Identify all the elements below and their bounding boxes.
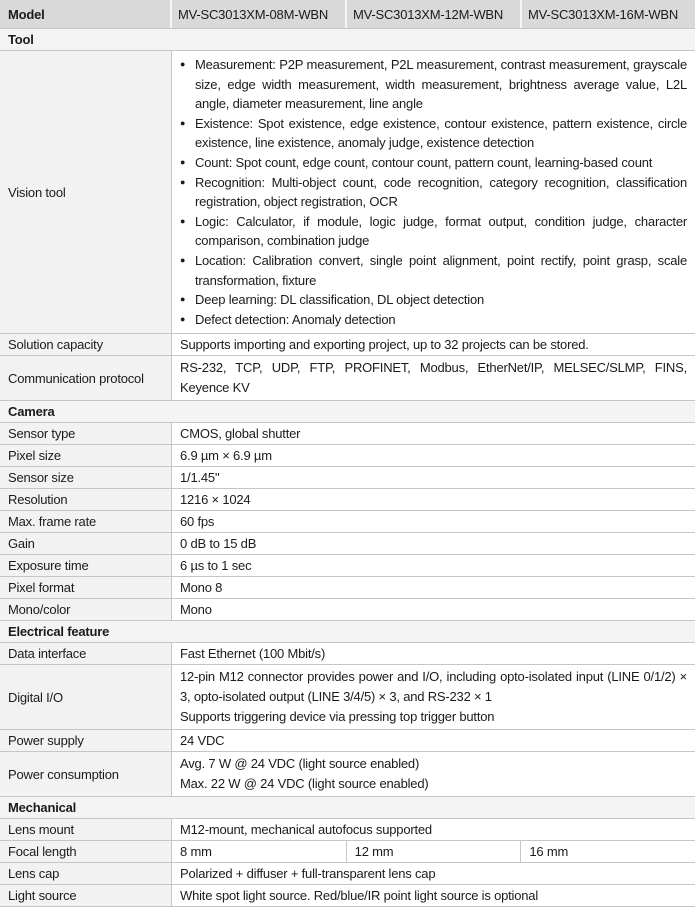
row-label: Pixel format [0,577,172,598]
bullet-icon: ● [180,313,186,324]
spec-row-digital-io [0,665,695,730]
row-label: Sensor size [0,467,172,488]
row-value: 0 dB to 15 dB [180,536,257,552]
row-label: Focal length [0,841,172,862]
row-label: Resolution [0,489,172,510]
bullet-text: Deep learning: DL classification, DL object detection [195,292,485,308]
row-label: Max. frame rate [0,511,172,532]
row-value: Mono [180,602,212,618]
row-label: Power consumption [0,752,172,796]
bullet-item [180,55,687,114]
bullet-text: Logic: Calculator, if module, logic judge, format output, condition judge, character comparison, combination judge [195,213,687,249]
section-header-electrical-feature: Electrical feature [0,621,695,643]
model-header-label: Model [0,0,172,28]
bullet-item [180,212,687,251]
focal-length-12mm: 12 mm [347,841,522,862]
spec-row-resolution [0,489,695,511]
vision-tool-bullet-list [180,53,687,331]
bullet-text: Measurement: P2P measurement, P2L measurement, contrast measurement, grayscale size, edge width measurement, width measurement, brightness average value, L2L angle, diameter measurement, line angle [195,57,687,112]
row-value: Polarized + diffuser + full-transparent lens cap [180,866,436,882]
spec-row-light-source [0,885,695,907]
bullet-icon: ● [180,215,186,226]
row-label: Digital I/O [0,665,172,729]
row-value: Supports importing and exporting project, up to 32 projects can be stored. [180,337,589,353]
row-value [172,665,695,729]
bullet-text: Defect detection: Anomaly detection [195,311,396,327]
row-value: Fast Ethernet (100 Mbit/s) [180,646,326,662]
bullet-item [180,290,687,310]
bullet-icon: ● [180,59,186,69]
row-value: 1/1.45" [180,470,220,486]
power-consumption-line2: Max. 22 W @ 24 VDC (light source enabled) [180,776,429,792]
row-label: Lens mount [0,819,172,840]
spec-row-focal-length [0,841,695,863]
bullet-icon: ● [180,156,186,167]
bullet-icon: ● [180,117,186,128]
spec-row-communication-protocol [0,356,695,401]
row-label: Gain [0,533,172,554]
bullet-item [180,114,687,153]
row-label: Power supply [0,730,172,751]
row-value: 6 µs to 1 sec [180,558,252,574]
row-label: Exposure time [0,555,172,576]
spec-row-lens-mount [0,819,695,841]
digital-io-line2: Supports triggering device via pressing top trigger button [180,709,495,725]
spec-row-max-frame-rate [0,511,695,533]
model-name-16m: MV-SC3013XM-16M-WBN [528,6,679,22]
digital-io-line1: 12-pin M12 connector provides power and I/O, including opto-isolated input (LINE 0/1/2) × 3, opto-isolated output (LINE 3/4/5) × 3, and RS-232 × 1 [180,669,687,705]
row-value: M12-mount, mechanical autofocus supported [180,822,432,838]
spec-row-power-consumption [0,752,695,797]
power-consumption-line1: Avg. 7 W @ 24 VDC (light source enabled) [180,756,420,772]
spec-row-gain [0,533,695,555]
row-value: White spot light source. Red/blue/IR point light source is optional [180,888,539,904]
spec-row-sensor-type [0,423,695,445]
bullet-icon: ● [180,254,186,265]
spec-row-vision-tool [0,51,695,334]
bullet-item [180,173,687,212]
bullet-text: Recognition: Multi-object count, code recognition, category recognition, classification registration, object registration, OCR [195,174,687,210]
row-label: Light source [0,885,172,906]
spec-row-pixel-format [0,577,695,599]
bullet-item [180,310,687,330]
row-value: Mono 8 [180,580,223,596]
row-label: Sensor type [0,423,172,444]
bullet-text: Count: Spot count, edge count, contour count, pattern count, learning-based count [195,154,653,170]
row-value [172,51,695,333]
row-label: Communication protocol [0,356,172,400]
row-label: Vision tool [0,51,172,333]
row-value: 6.9 µm × 6.9 µm [180,448,272,464]
bullet-text: Existence: Spot existence, edge existence, contour existence, pattern existence, circle existence, line existence, anomaly judge, existence detection [195,115,687,151]
bullet-icon: ● [180,294,186,305]
spec-row-power-supply [0,730,695,752]
row-label: Data interface [0,643,172,664]
focal-length-8mm: 8 mm [172,841,347,862]
section-header-camera: Camera [0,401,695,423]
row-label: Mono/color [0,599,172,620]
spec-row-solution-capacity [0,334,695,356]
section-header-tool: Tool [0,29,695,51]
row-value: CMOS, global shutter [180,426,301,442]
spec-row-pixel-size [0,445,695,467]
row-value: 24 VDC [180,733,225,749]
spec-row-mono-color [0,599,695,621]
row-label: Pixel size [0,445,172,466]
focal-length-16mm: 16 mm [529,844,569,860]
model-header-row [0,0,695,29]
row-label: Lens cap [0,863,172,884]
row-value: RS-232, TCP, UDP, FTP, PROFINET, Modbus, EtherNet/IP, MELSEC/SLMP, FINS, Keyence KV [180,360,687,396]
model-name-12m: MV-SC3013XM-12M-WBN [347,0,522,28]
spec-row-lens-cap [0,863,695,885]
section-header-mechanical: Mechanical [0,797,695,819]
bullet-item [180,153,687,173]
bullet-text: Location: Calibration convert, single point alignment, point rectify, point grasp, scale transformation, fixture [195,252,687,288]
bullet-item [180,251,687,290]
row-value: 60 fps [180,514,215,530]
spec-row-data-interface [0,643,695,665]
model-name-08m: MV-SC3013XM-08M-WBN [172,0,347,28]
row-value [172,752,695,796]
row-label: Solution capacity [0,334,172,355]
bullet-icon: ● [180,176,186,187]
row-value: 1216 × 1024 [180,492,251,508]
spec-row-sensor-size [0,467,695,489]
spec-row-exposure-time [0,555,695,577]
